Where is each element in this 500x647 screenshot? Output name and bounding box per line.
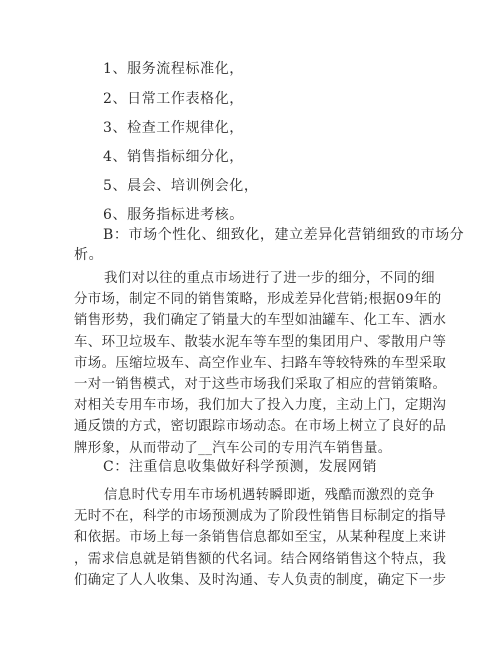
paragraph-line: 我们对以往的重点市场进行了进一步的细分，不同的细 — [104, 271, 435, 286]
list-item: 3、检查工作规律化， — [103, 120, 244, 136]
paragraph-line: 牌形象，从而带动了__汽车公司的专用汽车销售量。 — [74, 440, 392, 456]
section-c-paragraph — [74, 485, 447, 591]
paragraph-line: 信息时代专用车市场机遇转瞬即逝，残酷而激烈的竞争 — [104, 488, 435, 503]
paragraph-line: 和依据。市场上每一条销售信息都如至宝，从某种程度上来讲 — [74, 530, 447, 546]
list-item: 1、服务流程标准化， — [103, 61, 244, 77]
paragraph-line: 通反馈的方式，密切跟踪市场动态。在市场上树立了良好的品 — [74, 419, 447, 435]
section-c-heading: C：注重信息收集做好科学预测，发展网销 — [103, 459, 378, 475]
paragraph-line: 一对一销售模式，对于这些市场我们采取了相应的营销策略。 — [74, 376, 447, 392]
section-b-heading-continued: 析。 — [74, 247, 104, 263]
list-item: 2、日常工作表格化， — [103, 91, 244, 107]
list-item: 5、晨会、培训例会化， — [103, 178, 259, 194]
list-item: 4、销售指标细分化， — [103, 149, 244, 165]
paragraph-line: 对相关专用车市场，我们加大了投入力度，主动上门，定期沟 — [74, 398, 447, 414]
paragraph-line: 车、环卫垃圾车、散装水泥车等车型的集团用户、零散用户等 — [74, 334, 447, 350]
paragraph-line: 销售形势，我们确定了销量大的车型如油罐车、化工车、洒水 — [74, 313, 447, 329]
list-item: 6、服务指标进考核。 — [103, 207, 244, 223]
paragraph-line: 分市场，制定不同的销售策略，形成差异化营销;根据09年的 — [74, 292, 442, 308]
paragraph-line: 们确定了人人收集、及时沟通、专人负责的制度，确定下一步 — [74, 572, 447, 588]
section-b-paragraph — [74, 268, 447, 459]
paragraph-line: ，需求信息就是销售额的代名词。结合网络销售这个特点，我 — [74, 551, 447, 567]
paragraph-line: 无时不在，科学的市场预测成为了阶段性销售目标制定的指导 — [74, 509, 447, 525]
section-b-heading: B：市场个性化、细致化，建立差异化营销细致的市场分 — [103, 227, 465, 243]
paragraph-line: 市场。压缩垃圾车、高空作业车、扫路车等较特殊的车型采取 — [74, 355, 447, 371]
